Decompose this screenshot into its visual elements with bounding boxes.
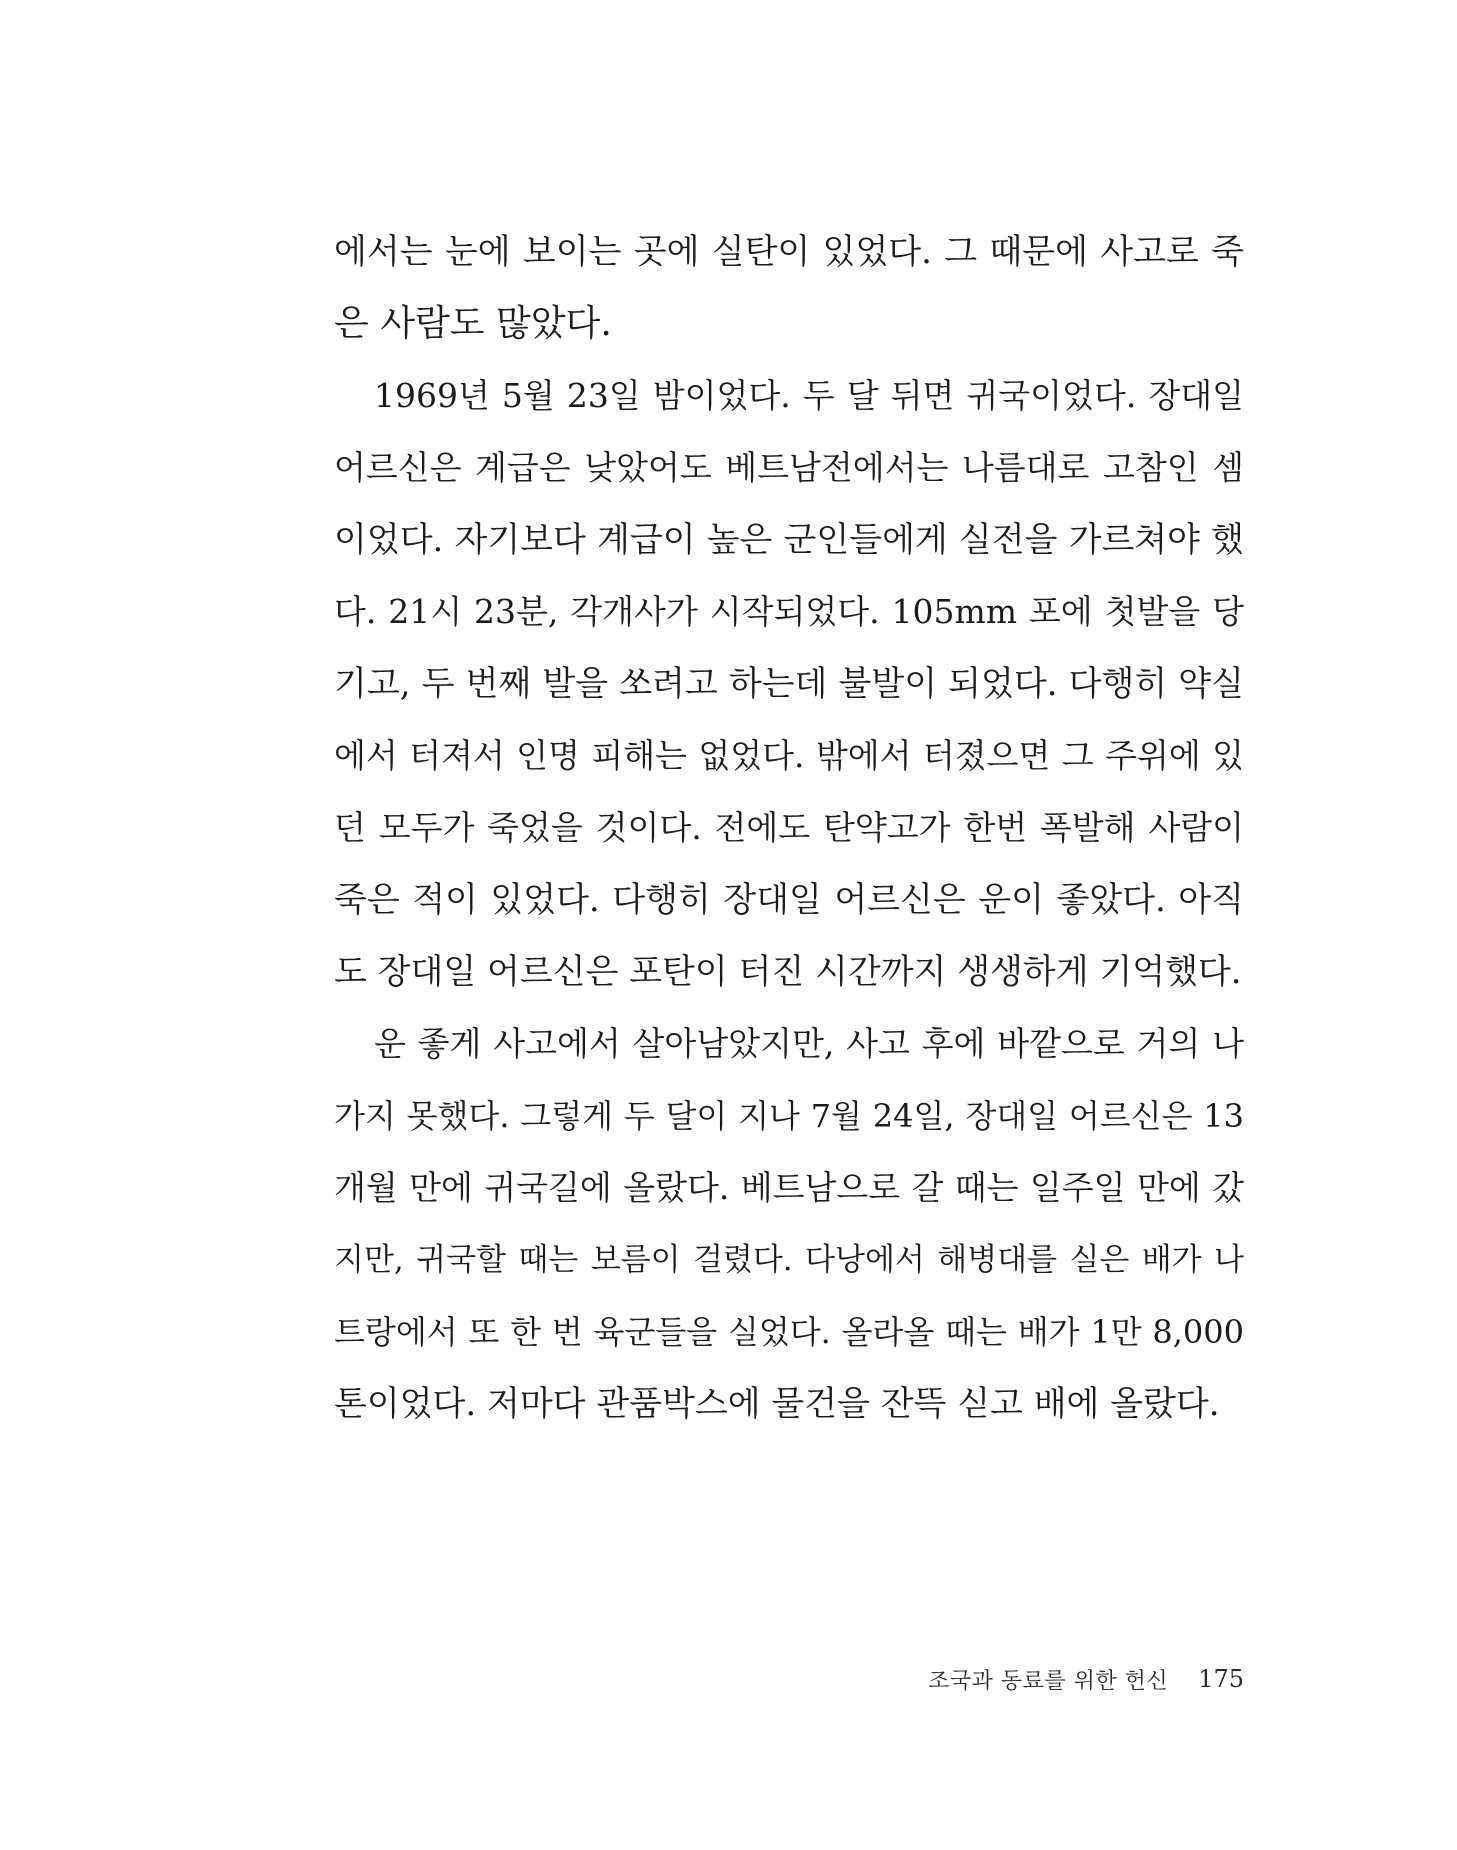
text-line: 죽은 적이 있었다. 다행히 장대일 어르신은 운이 좋았다. 아직 [334,880,1244,920]
text-line: 가지 못했다. 그렇게 두 달이 지나 7월 24일, 장대일 어르신은 13 [334,1097,1244,1135]
text-line: 이었다. 자기보다 계급이 높은 군인들에게 실전을 가르쳐야 했 [334,520,1244,560]
text-line: 어르신은 계급은 낮았어도 베트남전에서는 나름대로 고참인 셈 [334,448,1244,487]
running-title: 조국과 동료를 위한 헌신 [928,1668,1169,1694]
text-line: 트랑에서 또 한 번 육군들을 실었다. 올라올 때는 배가 1만 8,000 [334,1313,1244,1351]
text-line: 은 사람도 많았다. [334,303,612,344]
text-line: 개월 만에 귀국길에 올랐다. 베트남으로 갈 때는 일주일 만에 갔 [334,1168,1244,1207]
page-number: 175 [1198,1665,1244,1693]
text-line: 지만, 귀국할 때는 보름이 걸렸다. 다낭에서 해병대를 실은 배가 나 [334,1242,1244,1278]
text-line: 도 장대일 어르신은 포탄이 터진 시간까지 생생하게 기억했다. [334,952,1242,992]
text-line: 에서는 눈에 보이는 곳에 실탄이 있었다. 그 때문에 사고로 죽 [334,232,1244,272]
text-line: 운 좋게 사고에서 살아남았지만, 사고 후에 바깥으로 거의 나 [374,1024,1244,1063]
text-line: 던 모두가 죽었을 것이다. 전에도 탄약고가 한번 폭발해 사람이 [334,808,1244,847]
text-line: 기고, 두 번째 발을 쏘려고 하는데 불발이 되었다. 다행히 약실 [334,664,1244,704]
page-footer [928,1664,1244,1694]
text-line: 톤이었다. 저마다 관품박스에 물건을 잔뜩 싣고 배에 올랐다. [334,1384,1220,1424]
text-line: 다. 21시 23분, 각개사가 시작되었다. 105mm 포에 첫발을 당 [334,592,1244,631]
text-line: 1969년 5월 23일 밤이었다. 두 달 뒤면 귀국이었다. 장대일 [374,376,1244,415]
text-line: 에서 터져서 인명 피해는 없었다. 밖에서 터졌으면 그 주위에 있 [334,736,1244,775]
